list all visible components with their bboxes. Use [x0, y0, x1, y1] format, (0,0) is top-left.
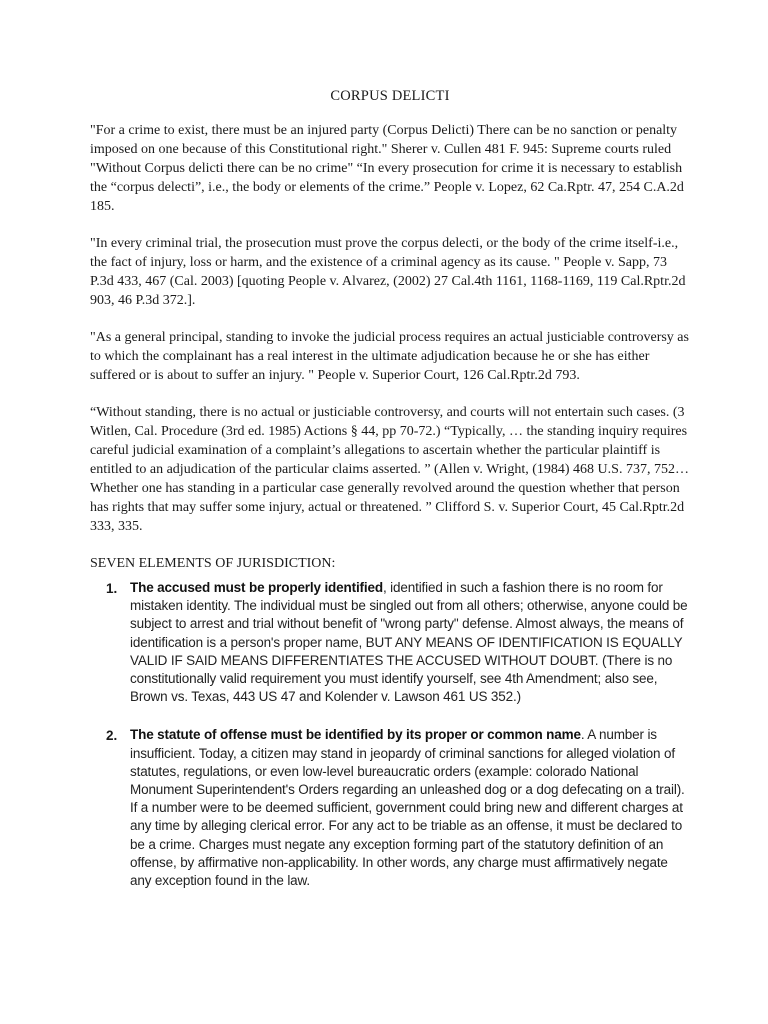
list-item-body: [130, 579, 690, 706]
document-content: [90, 88, 690, 910]
list-item-text: , identified in such a fashion there is no room for mistaken identity. The individual must be singled out from all others; otherwise, anyone could be subject to arrest and trial without benefit of "wrong party" defense. Almost always, the means of identification is a person's proper name, BUT ANY MEANS OF IDENTIFICATION IS EQUALLY VALID IF SAID MEANS DIFFERENTIATES THE ACCUSED WITHOUT DOUBT. (There is no constitutionally valid requirement you must identify yourself, see 4th Amendment; also see, Brown vs. Texas, 443 US 47 and Kolender v. Lawson 461 US 352.): [130, 580, 688, 705]
paragraph-corpus-delecti-trial: "In every criminal trial, the prosecution must prove the corpus delecti, or the body of the crime itself-i.e., the fact of injury, loss or harm, and the existence of a criminal agency as its cause. " People v. Sapp, 73 P.3d 433, 467 (Cal. 2003) [quoting People v. Alvarez, (2002) 27 Cal.4th 1161, 1168-1169, 119 Cal.Rptr.2d 903, 46 P.3d 372.].: [90, 236, 686, 308]
list-item-body: [130, 726, 690, 890]
list-item: [90, 579, 690, 706]
jurisdiction-elements-list: [90, 579, 690, 890]
paragraph-justiciable-controversy: “Without standing, there is no actual or justiciable controversy, and courts will not entertain such cases. (3 Witlen, Cal. Procedure (3rd ed. 1985) Actions § 44, pp 70-72.) “Typically, … the standing inquiry requires careful judicial examination of a complaint’s allegations to ascertain whether the particular plaintiff is entitled to an adjudication of the particular claims asserted. ” (Allen v. Wright, (1984) 468 U.S. 737, 752…Whether one has standing in a particular case generally revolved around the question whether that person has rights that may suffer some injury, actual or threatened. ” Clifford S. v. Superior Court, 45 Cal.Rptr.2d 333, 335.: [90, 405, 689, 534]
list-item-bold-lead: The accused must be properly identified: [130, 580, 383, 595]
paragraph-corpus-delicti: "For a crime to exist, there must be an injured party (Corpus Delicti) There can be no sanction or penalty imposed on one because of this Constitutional right." Sherer v. Cullen 481 F. 945: Supreme courts ruled "Without Corpus delicti there can be no crime" “In every prosecution for crime it is necessary to establish the “corpus delecti”, i.e., the body or elements of the crime.” People v. Lopez, 62 Ca.Rptr. 47, 254 C.A.2d 185.: [90, 123, 684, 214]
list-item: [90, 726, 690, 890]
list-item-number: 2.: [106, 728, 118, 744]
document-title: CORPUS DELICTI: [330, 88, 450, 104]
list-item-text: . A number is insufficient. Today, a citizen may stand in jeopardy of criminal sanctions for alleged violation of statutes, regulations, or even low-level bureaucratic orders (example: colorado National Monument Superintendent's Orders regarding an unleashed dog or a dog defecating on a trail). If a number were to be deemed sufficient, government could bring new and different charges at any time by alleging clerical error. For any act to be triable as an offense, it must be declared to be a crime. Charges must negate any exception forming part of the statutory definition of an offense, by affirmative non-applicability. In other words, any charge must affirmatively negate any exception found in the law.: [130, 727, 685, 889]
list-item-bold-lead: The statute of offense must be identified by its proper or common name: [130, 727, 581, 743]
list-item-number: 1.: [106, 581, 118, 596]
paragraph-standing: "As a general principal, standing to invoke the judicial process requires an actual justiciable controversy as to which the complainant has a real interest in the ultimate adjudication because he or she has either suffered or is about to suffer an injury. " People v. Superior Court, 126 Cal.Rptr.2d 793.: [90, 330, 689, 383]
section-heading: SEVEN ELEMENTS OF JURISDICTION:: [90, 556, 336, 571]
